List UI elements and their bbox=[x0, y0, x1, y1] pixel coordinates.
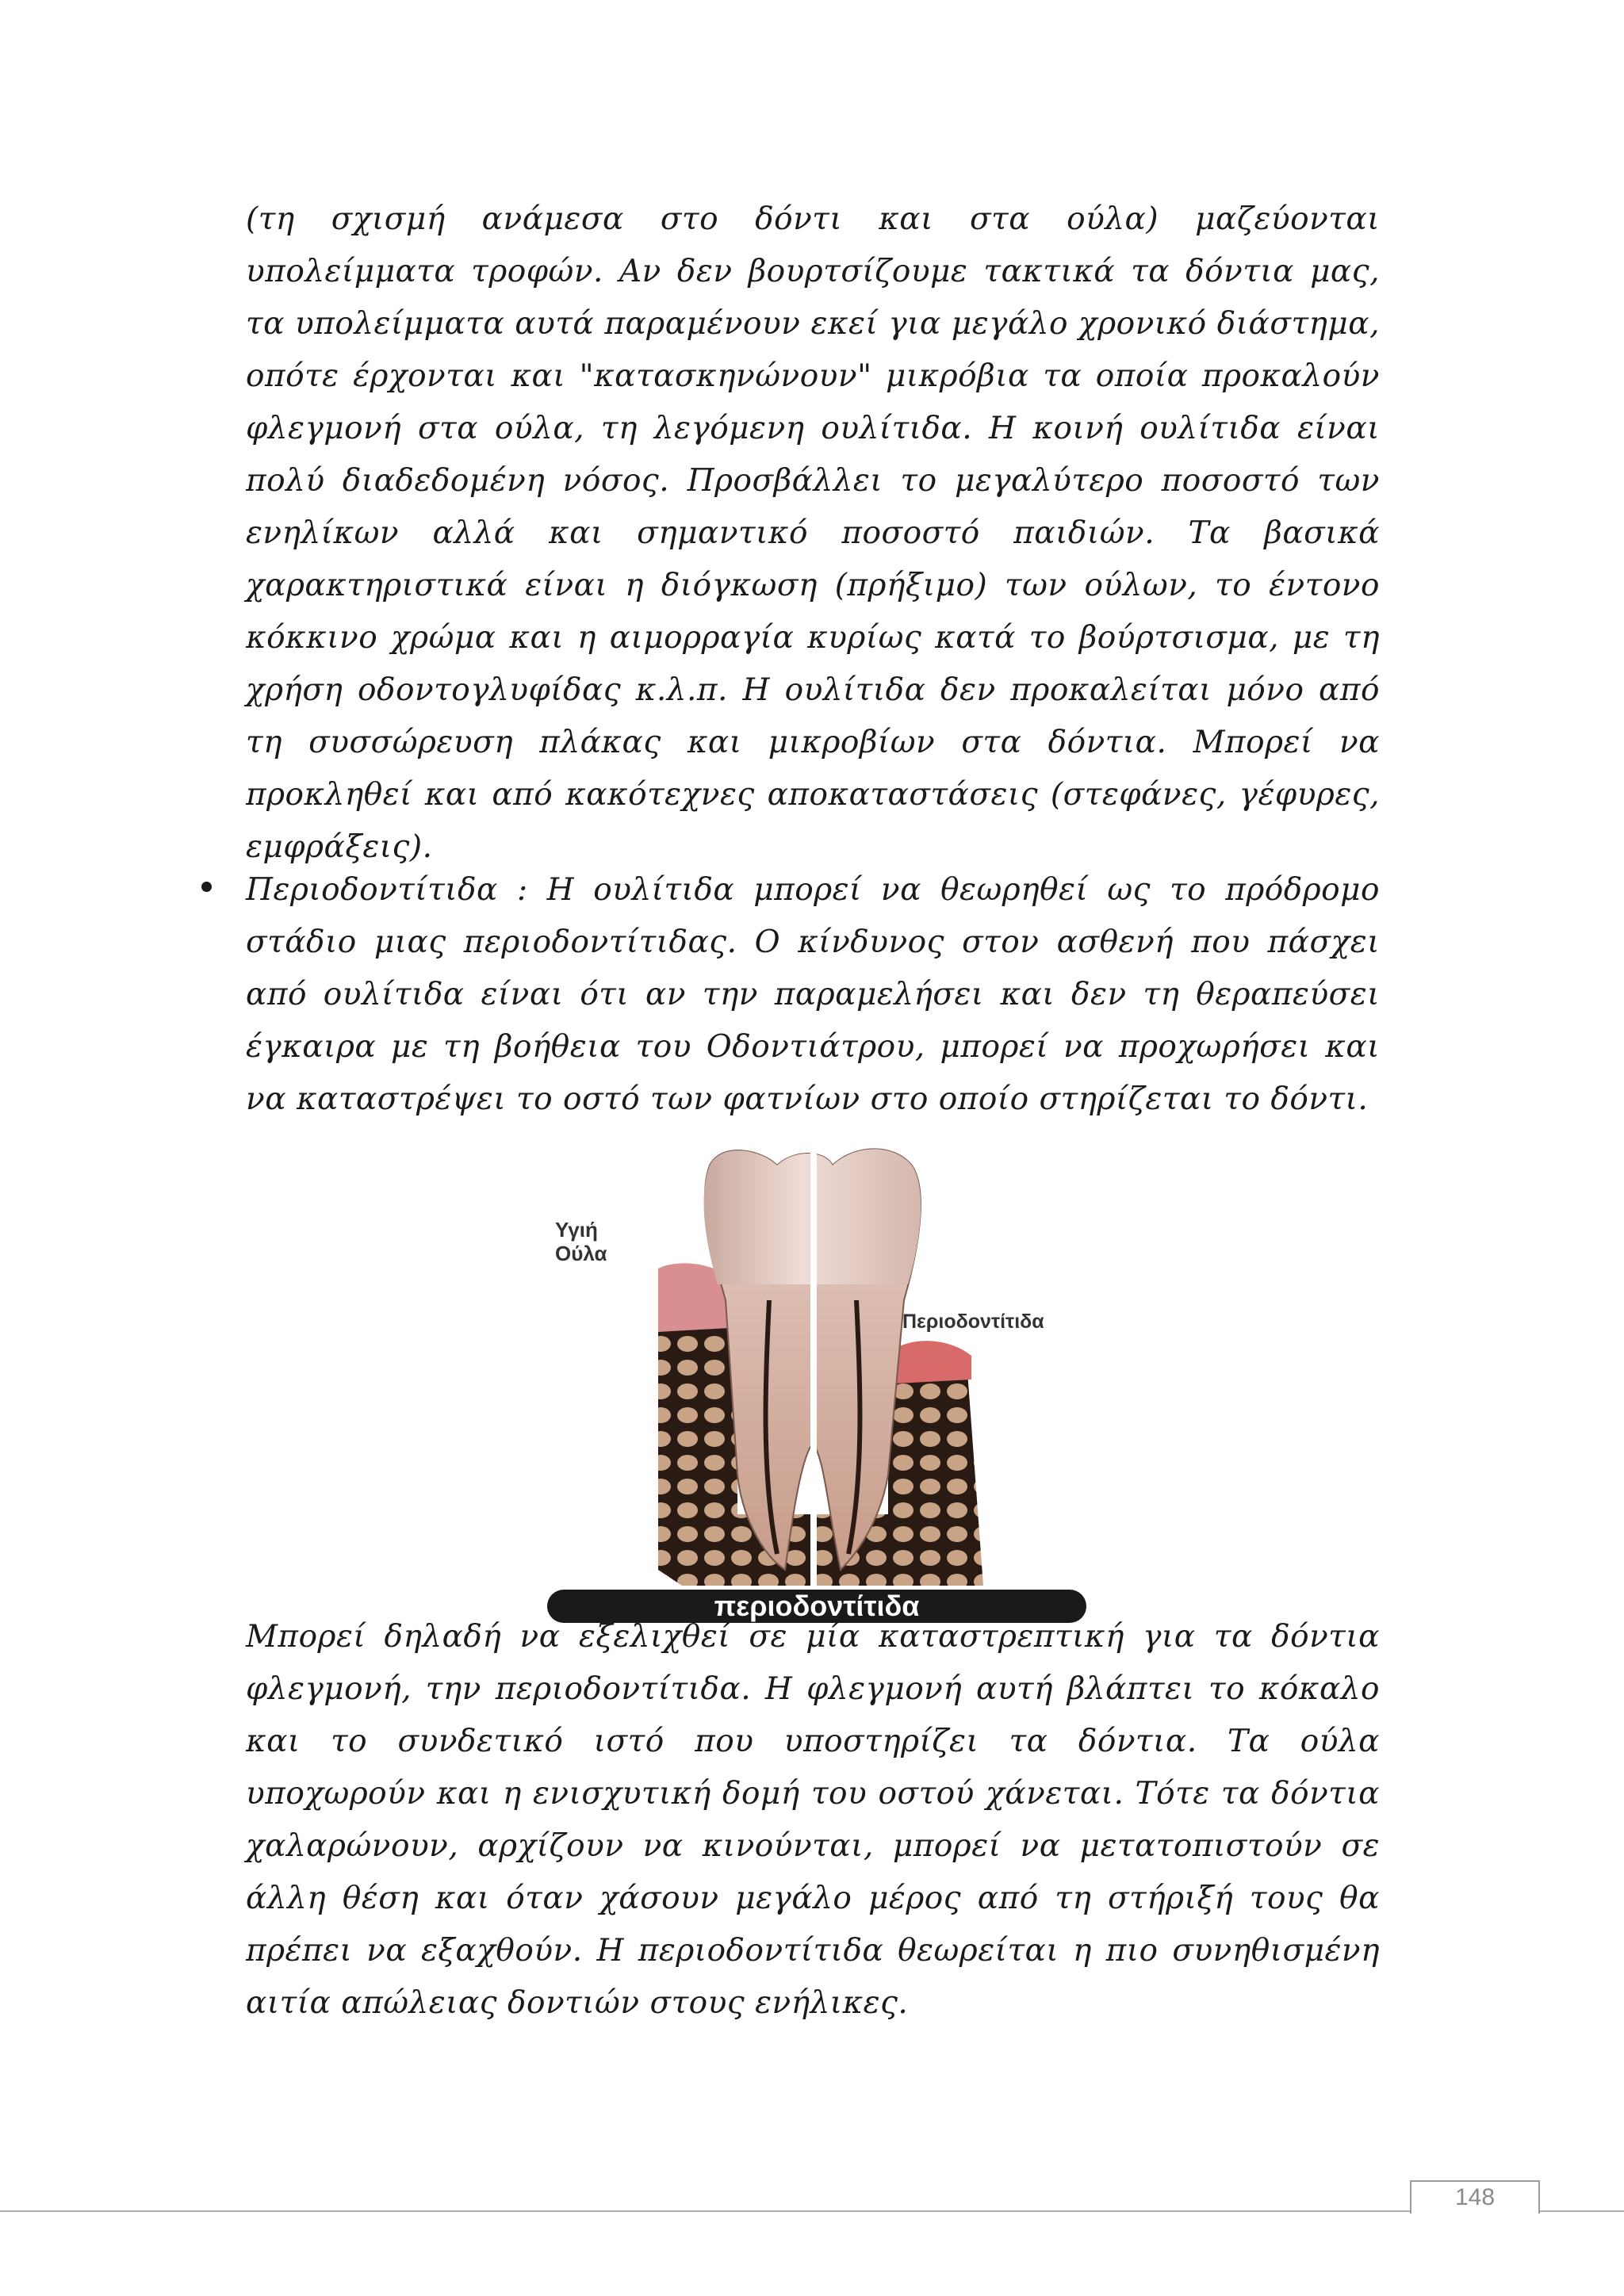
footer-divider bbox=[0, 2210, 1624, 2212]
paragraph-periodontitis-details: Μπορεί δηλαδή να εξελιχθεί σε μία καταστρεπτική για τα δόντια φλεγμονή, την περιοδοντίτιδα. Η φλεγμονή αυτή βλάπτει το κόκαλο και το συνδετικό ιστό που υποστηρίζει τα δόντια. Τα ούλα υποχωρούν και η ενισχυτική δομή του οστού χάνεται. Τότε τα δόντια χαλαρώνουν, αρχίζουν να κινούνται, μπορεί να μετατοπιστούν σε άλλη θέση και όταν χάσουν μεγάλο μέρος από τη στήριξή τους θα πρέπει να εξαχθούν. Η περιοδοντίτιδα θεωρείται η πιο συνηθισμένη αιτία απώλειας δοντιών στους ενήλικες. bbox=[246, 1619, 1380, 2021]
bullet-icon bbox=[201, 882, 212, 892]
label-periodontitis: Περιοδοντίτιδα bbox=[902, 1311, 1044, 1333]
figure-caption: περιοδοντίτιδα bbox=[714, 1590, 920, 1622]
label-healthy-gums-line2: Ούλα bbox=[555, 1242, 607, 1265]
tooth-periodontitis-figure bbox=[539, 1142, 1126, 1625]
paragraph-gingivitis: (τη σχισμή ανάμεσα στο δόντι και στα ούλα) μαζεύονται υπολείμματα τροφών. Αν δεν βουρτσίζουμε τακτικά τα δόντια μας, τα υπολείμματα αυτά παραμένουν εκεί για μεγάλο χρονικό διάστημα, οπότε έρχονται και "κατασκηνώνουν" μικρόβια τα οποία προκαλούν φλεγμονή στα ούλα, τη λεγόμενη ουλίτιδα. Η κοινή ουλίτιδα είναι πολύ διαδεδομένη νόσος. Προσβάλλει το μεγαλύτερο ποσοστό των ενηλίκων αλλά και σημαντικό ποσοστό παιδιών. Τα βασικά χαρακτηριστικά είναι η διόγκωση (πρήξιμο) των ούλων, το έντονο κόκκινο χρώμα και η αιμορραγία κυρίως κατά το βούρτσισμα, με τη χρήση οδοντογλυφίδας κ.λ.π. Η ουλίτιδα δεν προκαλείται μόνο από τη συσσώρευση πλάκας και μικροβίων στα δόντια. Μπορεί να προκληθεί και από κακότεχνες αποκαταστάσεις (στεφάνες, γέφυρες, εμφράξεις). bbox=[246, 201, 1380, 865]
label-healthy-gums-line1: Υγιή bbox=[555, 1218, 598, 1242]
bullet-paragraph-periodontitis: Περιοδοντίτιδα : Η ουλίτιδα μπορεί να θεωρηθεί ως το πρόδρομο στάδιο μιας περιοδοντίτιδας. Ο κίνδυνος στον ασθενή που πάσχει από ουλίτιδα είναι ότι αν την παραμελήσει και δεν τη θεραπεύσει έγκαιρα με τη βοήθεια του Οδοντιάτρου, μπορεί να προχωρήσει και να καταστρέψει το οστό των φατνίων στο οποίο στηρίζεται το δόντι. bbox=[246, 872, 1380, 1117]
page-number: 148 bbox=[1454, 2184, 1496, 2210]
